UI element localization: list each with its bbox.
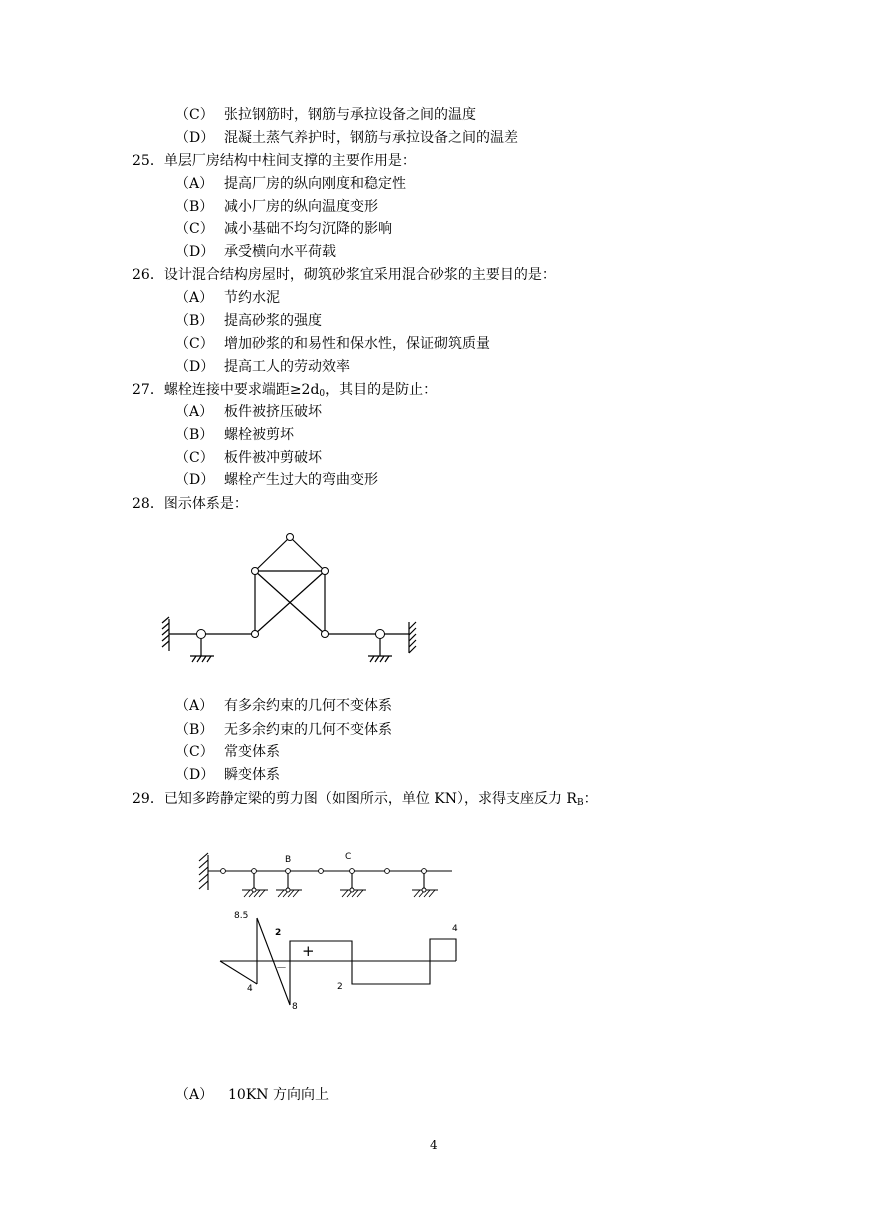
q25-option-b-letter: （B） <box>175 199 214 215</box>
page-number: 4 <box>430 1138 438 1152</box>
q28-structure-diagram <box>155 525 425 675</box>
q28-stem: 28．图示体系是： <box>132 496 248 512</box>
shear-plus-sign: + <box>302 942 315 960</box>
q26-option-a-letter: （A） <box>175 290 214 306</box>
q28-option-a-text: 有多余约束的几何不变体系 <box>224 698 392 714</box>
q26-option-a-text: 节约水泥 <box>224 290 280 306</box>
q26-option-d-letter: （D） <box>175 359 215 375</box>
q27-option-a-letter: （A） <box>175 404 214 420</box>
q26-stem: 26．设计混合结构房屋时，砌筑砂浆宜采用混合砂浆的主要目的是： <box>132 267 556 283</box>
q24-option-c-text: 张拉钢筋时，钢筋与承拉设备之间的温度 <box>224 107 476 123</box>
q27-stem-tail: ，其目的是防止： <box>325 382 438 398</box>
q27-option-c-text: 板件被冲剪破坏 <box>224 450 322 466</box>
q25-option-c-letter: （C） <box>175 221 214 237</box>
q28-option-a-letter: （A） <box>175 698 214 714</box>
q24-option-d-text: 混凝土蒸气养护时，钢筋与承拉设备之间的温差 <box>224 130 518 146</box>
q24-option-d-letter: （D） <box>175 130 215 146</box>
q29-option-a-letter: （A） <box>175 1087 214 1103</box>
q27-stem-main: 27．螺栓连接中要求端距≥2d <box>132 382 320 398</box>
shear-value-8: 8 <box>292 1002 298 1012</box>
q27-option-c-letter: （C） <box>175 450 214 466</box>
q27-option-d-letter: （D） <box>175 472 215 488</box>
q24-option-c-letter: （C） <box>175 107 214 123</box>
q26-option-c-letter: （C） <box>175 336 214 352</box>
q28-option-b-text: 无多余约束的几何不变体系 <box>224 722 392 738</box>
q27-option-b-text: 螺栓被剪坏 <box>224 427 294 443</box>
q29-stem-subscript: B <box>576 798 584 808</box>
q27-stem <box>132 380 437 404</box>
shear-value-2-bottom: 2 <box>337 982 343 992</box>
q28-option-d-text: 瞬变体系 <box>224 767 280 783</box>
q29-shear-diagram <box>210 905 470 1015</box>
shear-value-4-left: 4 <box>247 984 253 994</box>
q25-option-d-text: 承受横向水平荷载 <box>224 244 336 260</box>
q26-option-b-letter: （B） <box>175 313 214 329</box>
q25-option-d-letter: （D） <box>175 244 215 260</box>
q26-option-c-text: 增加砂浆的和易性和保水性，保证砌筑质量 <box>224 336 490 352</box>
q25-option-c-text: 减小基础不均匀沉降的影响 <box>224 221 392 237</box>
q25-option-a-letter: （A） <box>175 176 214 192</box>
shear-value-8-5: 8.5 <box>234 911 249 921</box>
q28-option-c-text: 常变体系 <box>224 744 280 760</box>
beam-label-c: C <box>345 852 352 862</box>
shear-value-4-right: 4 <box>452 924 458 934</box>
shear-minus-sign: － <box>276 961 287 974</box>
q29-stem-main: 29．已知多跨静定梁的剪力图（如图所示，单位 KN），求得支座反力 R <box>132 791 577 807</box>
q27-option-b-letter: （B） <box>175 427 214 443</box>
q29-option-a-text: 10KN 方向向上 <box>228 1087 329 1103</box>
q28-option-d-letter: （D） <box>175 767 215 783</box>
shear-value-2-top: 2 <box>275 928 282 938</box>
q28-option-c-letter: （C） <box>175 744 214 760</box>
beam-label-b: B <box>285 855 292 865</box>
q25-option-b-text: 减小厂房的纵向温度变形 <box>224 199 378 215</box>
q27-option-d-text: 螺栓产生过大的弯曲变形 <box>224 472 378 488</box>
q29-stem-tail: ： <box>583 791 598 807</box>
q28-option-b-letter: （B） <box>175 722 214 738</box>
q27-stem-subscript: 0 <box>319 389 326 399</box>
q27-option-a-text: 板件被挤压破坏 <box>224 404 322 420</box>
q29-beam-diagram <box>190 845 470 910</box>
q29-stem <box>132 789 598 813</box>
q26-option-d-text: 提高工人的劳动效率 <box>224 359 350 375</box>
q25-option-a-text: 提高厂房的纵向刚度和稳定性 <box>224 176 406 192</box>
q25-stem: 25．单层厂房结构中柱间支撑的主要作用是： <box>132 153 416 169</box>
q26-option-b-text: 提高砂浆的强度 <box>224 313 322 329</box>
